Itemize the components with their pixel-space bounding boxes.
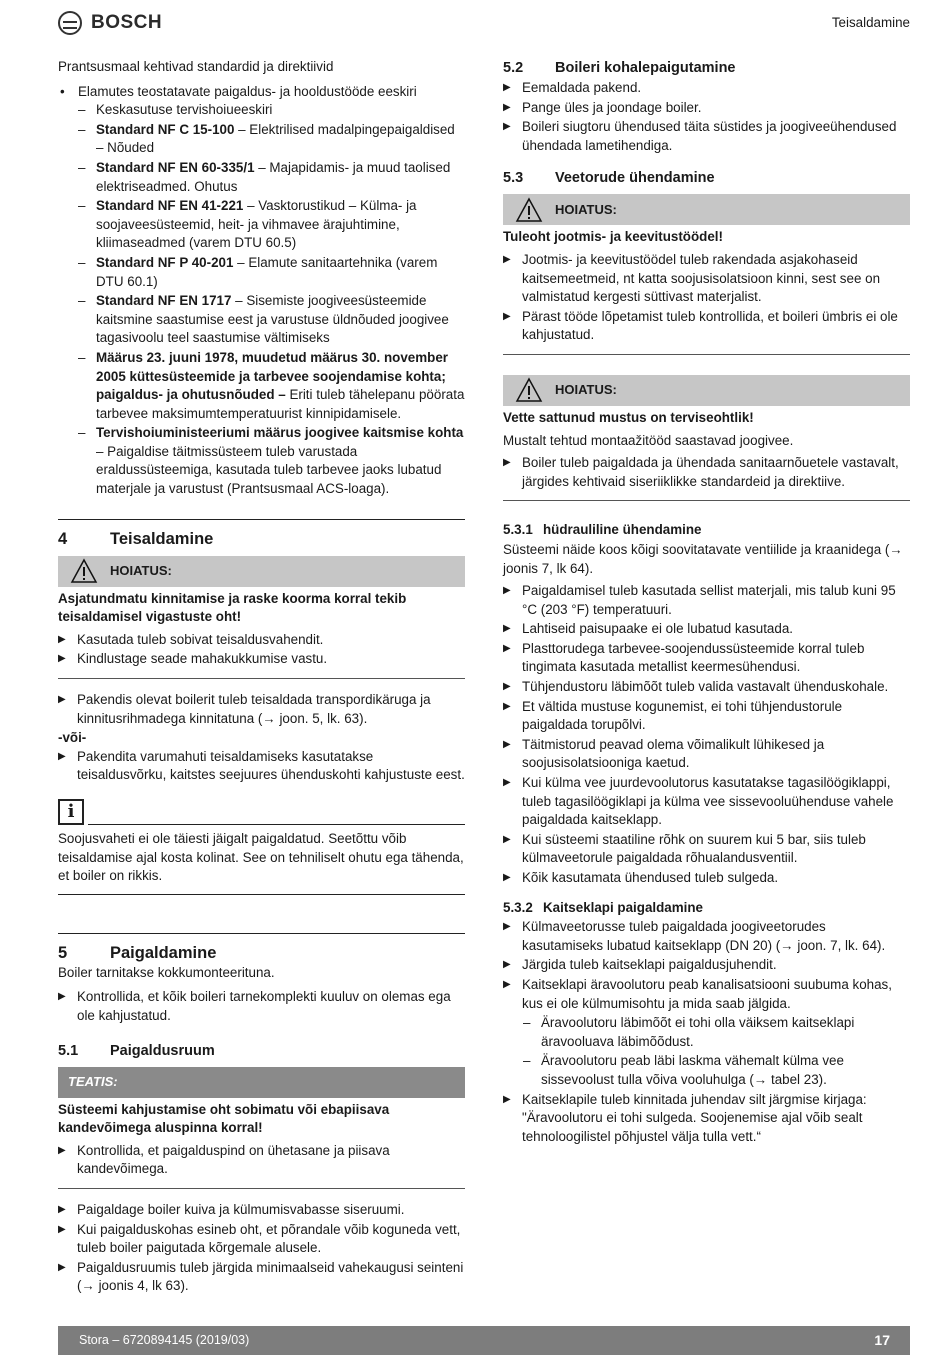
warning-text: Mustalt tehtud montaažitööd saastavad joogivee. — [503, 432, 794, 448]
install-room-step: ▶ Paigaldusruumis tuleb järgida minimaalseid vahekaugusi seinteni (→ joonis 4, lk 63). — [58, 1259, 465, 1296]
page-header — [58, 8, 910, 38]
transport-step: ▶ Pakendita varumahuti teisaldamiseks kasutatakse teisaldusvõrku, kaitstes seejuures ühenduskohti kahjustuste eest. — [58, 748, 465, 785]
info-box-header — [58, 799, 465, 825]
placement-step: ▶ Pange üles ja joondage boiler. — [503, 99, 910, 118]
brand-name: BOSCH — [91, 11, 163, 33]
dash-item: – Tervishoiuministeeriumi määrus joogivee kaitsmise kohta – Paigaldise täitmissüsteem tuleb varustada eraldussüsteemiga, kasutada tuleb tarbevee jaoks lubatud materjale ja varustust (Prantsusmaal ACS-loaga). — [78, 424, 465, 498]
warning-bar: HOIATUS: — [503, 194, 910, 225]
warning-triangle-icon — [515, 197, 543, 223]
dash-item: – Keskasutuse tervishoiueeskiri — [78, 101, 465, 120]
warning-action: ▶ Kasutada tuleb sobivat teisaldusvahendit. — [58, 631, 465, 650]
safety-valve-step: ▶ Järgida tuleb kaitseklapi paigaldusjuhendit. — [503, 956, 910, 975]
standards-list — [58, 83, 465, 499]
hydraulic-step: ▶ Kõik kasutamata ühendused tuleb sulgeda. — [503, 869, 910, 888]
notice-bar: TEATIS: — [58, 1067, 465, 1098]
section-5-intro: Boiler tarnitakse kokkumonteerituna. — [58, 964, 275, 980]
safety-valve-step: ▶ Kaitseklapile tuleb kinnitada juhendav silt järgmise kirjaga: "Äravoolutoru ei tohi sulgeda. Soojenemise ajal võib sealt tehnoloogilistel põhjustel välja tulla vett.“ — [503, 1091, 910, 1147]
section-5-3-heading: 5.3 Veetorude ühendamine — [503, 170, 715, 187]
section-5-heading: 5 Paigaldamine — [58, 933, 465, 964]
dash-item: – Standard NF EN 41-221 – Vasktorustikud – Külma- ja soojaveesüsteemid, heit- ja vihmavee ärajuhtimine, kliimaseadmed (varem DTU 60.5) — [78, 197, 465, 253]
warning-triangle-icon — [70, 558, 98, 584]
hydraulic-step: ▶ Lahtiseid paisupaake ei ole lubatud kasutada. — [503, 620, 910, 639]
warning-message: Vette sattunud mustus on terviseohtlik! — [503, 409, 754, 425]
hydraulic-step: ▶ Kui süsteemi staatiline rõhk on suurem kui 5 bar, siis tuleb külmaveetorule paigaldada rõhualandusventiil. — [503, 831, 910, 868]
section-5-3-warning-dirt — [503, 375, 910, 501]
section-5-3-1-heading: 5.3.1 hüdrauliline ühendamine — [503, 522, 702, 538]
warning-bar: HOIATUS: — [58, 556, 465, 587]
section-4-warning — [58, 556, 465, 679]
warning-action: ▶ Pärast tööde lõpetamist tuleb kontrollida, et boileri ümbris ei ole kahjustatud. — [503, 308, 910, 345]
hydraulic-step: ▶ Plasttorudega tarbevee-soojendussüsteemide korral tuleb tingimata kasutada metallist keermesühendusi. — [503, 640, 910, 677]
safety-valve-step: ▶ Kaitseklapi äravoolutoru peab kanalisatsiooni suubuma kohas, kus ei ole külmumisohtu ja mida saab jälgida. — [503, 976, 910, 1013]
warning-bar: HOIATUS: — [503, 375, 910, 406]
placement-step: ▶ Boileri siugtoru ühendused täita süstides ja joogiveeühendused ühendada lametihendiga. — [503, 118, 910, 155]
transport-step: ▶ Pakendis olevat boilerit tuleb teisaldada transpordikäruga ja kinnitusrihmadega kinnitatuna (→ joon. 5, lk. 63). — [58, 691, 465, 728]
safety-valve-substep: – Äravoolutoru läbimõõt ei tohi olla väiksem kaitseklapi äravooluava läbimõõdust. — [503, 1014, 910, 1051]
info-icon: i — [58, 799, 84, 825]
warning-action: ▶ Jootmis- ja keevitustöödel tuleb rakendada asjakohaseid kaitsemeetmeid, nt katta soojusisolatsioon kinni, sest see on valmistatud kergesti süttivast materjalist. — [503, 251, 910, 307]
dash-item: – Standard NF C 15-100 – Elektrilised madalpingepaigaldised – Nõuded — [78, 121, 465, 158]
bosch-logo — [58, 10, 162, 36]
section-4-heading: 4 Teisaldamine — [58, 519, 465, 550]
notice-message: Süsteemi kahjustamise oht sobimatu või ebapiisava kandevõimega aluspinna korral! — [58, 1101, 390, 1136]
warning-triangle-icon — [515, 377, 543, 403]
header-section-title: Teisaldamine — [831, 15, 910, 30]
placement-step: ▶ Eemaldada pakend. — [503, 79, 910, 98]
section-5-2-heading: 5.2 Boileri kohalepaigutamine — [503, 60, 736, 76]
section-5-3-warning-fire — [503, 194, 910, 355]
install-room-step: ▶ Paigaldage boiler kuiva ja külmumisvabasse siseruumi. — [58, 1201, 465, 1220]
standards-intro: Prantsusmaal kehtivad standardid ja direktiivid — [58, 59, 334, 74]
or-separator: -või- — [58, 730, 87, 746]
right-column — [503, 58, 910, 1147]
dash-item: – Määrus 23. juuni 1978, muudetud määrus 30. november 2005 küttesüsteemide ja tarbevee soojendamise kohta; paigaldus- ja ohutusnõuded – Eriti tuleb tähelepanu pöörata tarbevee maksimumtemperatuurist kinnipidamisele. — [78, 349, 465, 423]
hydraulic-step: ▶ Kui külma vee juurdevoolutorus kasutatakse tagasilöögiklappi, tuleb tagasilöögiklapi ja külma vee sissevooluühenduse vahele paigaldada kaitseklapp. — [503, 774, 910, 830]
standards-dash-list — [78, 101, 465, 498]
standards-bullet-text: Elamutes teostatavate paigaldus- ja hooldustööde eeskiri — [78, 83, 417, 99]
hydraulic-step: ▶ Et vältida mustuse kogunemist, ei tohi tühjendustorule paigaldada torupõlvi. — [503, 698, 910, 735]
dash-item: – Standard NF EN 60-335/1 – Majapidamis- ja muud taolised elektriseadmed. Ohutus — [78, 159, 465, 196]
hydraulic-step: ▶ Paigaldamisel tuleb kasutada sellist materjali, mis talub kuni 95 °C (203 °F) temperatuuri. — [503, 582, 910, 619]
section-5-3-2-heading: 5.3.2 Kaitseklapi paigaldamine — [503, 899, 704, 915]
dash-item: – Standard NF P 40-201 – Elamute sanitaartehnika (varem DTU 60.1) — [78, 254, 465, 291]
document-id: Stora – 6720894145 (2019/03) — [79, 1333, 250, 1348]
hydraulic-step: ▶ Täitmistorud peavad olema võimalikult lühikesed ja soojusisolatsiooniga kaetud. — [503, 736, 910, 773]
section-5-step: ▶ Kontrollida, et kõik boileri tarnekomplekti kuuluv on olemas ega ole kahjustatud. — [58, 988, 465, 1025]
notice-action: ▶ Kontrollida, et paigalduspind on ühetasane ja piisava kandevõimega. — [58, 1142, 465, 1179]
left-column — [58, 58, 465, 1297]
section-5-1-heading: 5.1 Paigaldusruum — [58, 1042, 215, 1059]
safety-valve-substep: – Äravoolutoru peab läbi laskma vähemalt külma vee sissevoolust tulla võiva vooluhulga (→ tabel 23). — [503, 1052, 910, 1089]
info-text: Soojusvaheti ei ole täiesti jäigalt paigaldatud. Seetõttu võib teisaldamise ajal kosta kolinat. See on tehniliselt ohutu ega tähenda, et boiler on rikkis. — [58, 825, 465, 895]
warning-action: ▶ Boiler tuleb paigaldada ja ühendada sanitaarnõuetele vastavalt, järgides kehtivaid siseriiklikke standardeid ja direktiive. — [503, 454, 910, 491]
safety-valve-step: ▶ Külmaveetorusse tuleb paigaldada joogiveetorudes kasutamiseks lubatud kaitseklapp (DN 20) (→ joon. 7, lk. 64). — [503, 918, 910, 955]
install-room-step: ▶ Kui paigalduskohas esineb oht, et põrandale võib koguneda vett, tuleb boiler paigutada kõrgemale alusele. — [58, 1221, 465, 1258]
section-5-1-notice — [58, 1067, 465, 1189]
standards-bullet — [58, 83, 465, 499]
warning-message: Asjatundmatu kinnitamise ja raske koorma korral tekib teisaldamisel vigastuste oht! — [58, 590, 407, 625]
warning-action: ▶ Kindlustage seade mahakukkumise vastu. — [58, 650, 465, 669]
page-number: 17 — [874, 1332, 890, 1349]
hydraulic-step: ▶ Tühjendustoru läbimõõt tuleb valida vastavalt ühenduskohale. — [503, 678, 910, 697]
bosch-armature-icon — [58, 11, 82, 35]
page-footer — [58, 1326, 910, 1355]
section-5-3-1-intro: Süsteemi näide koos kõigi soovitatavate ventiilide ja kraanidega (→ joonis 7, lk 64). — [503, 541, 903, 576]
warning-message: Tuleoht jootmis- ja keevitustöödel! — [503, 229, 723, 245]
dash-item: – Standard NF EN 1717 – Sisemiste joogiveesüsteemide kaitsmine saastumise eest ja varustuse üldnõuded joogivee tagasivoolu teel saastumise vältimiseks — [78, 292, 465, 348]
